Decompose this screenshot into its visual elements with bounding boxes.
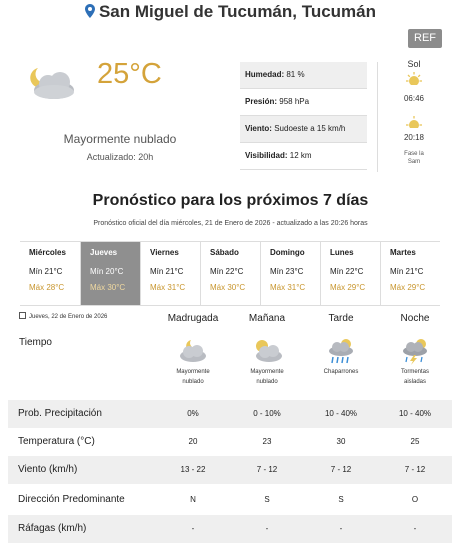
current-temperature: 25°C — [97, 58, 162, 90]
period-manana: Mañana — [248, 313, 286, 324]
day-tab-sabado[interactable]: Sábado Mín 22°C Máx 30°C — [200, 242, 260, 305]
moon-phase: Fase la Sam — [404, 151, 424, 165]
forecast-subtitle: Pronóstico oficial del día miércoles, 21 de Enero de 2026 - actualizado a las 20:26 horas — [93, 220, 368, 227]
showers-icon — [303, 337, 379, 365]
day-tab-miercoles[interactable]: Miércoles Mín 21°C Máx 28°C — [29, 248, 66, 292]
sun-title: Sol — [407, 59, 421, 69]
city-title — [0, 0, 461, 24]
cloudy-night-icon — [155, 337, 231, 365]
sunset-time: 20:18 — [403, 133, 425, 142]
tiempo-label: Tiempo — [19, 337, 52, 348]
day-tab-domingo[interactable]: Domingo Mín 23°C Máx 31°C — [260, 242, 320, 305]
wind-stat: Viento: Sudoeste a 15 km/h — [240, 116, 367, 143]
updated-time: Actualizado: 20h — [86, 152, 154, 162]
table-row-rafagas: Ráfagas (km/h) - - - - — [8, 515, 452, 543]
calendar-icon — [19, 312, 26, 319]
weather-desc-manana: Mayormente nublado — [250, 369, 284, 385]
ref-button[interactable]: REF — [408, 29, 442, 48]
period-tarde: Tarde — [328, 313, 354, 324]
visibility-stat: Visibilidad: 12 km — [240, 143, 367, 170]
divider — [377, 62, 378, 172]
day-tab-lunes[interactable]: Lunes Mín 22°C Máx 29°C — [320, 242, 380, 305]
period-madrugada: Madrugada — [167, 313, 219, 324]
location-pin-icon — [85, 4, 95, 18]
weather-desc-madrugada: Mayormente nublado — [176, 369, 210, 385]
cloudy-day-icon — [229, 337, 305, 365]
current-stats — [240, 62, 367, 170]
days-strip — [20, 241, 440, 306]
table-row-temperatura: Temperatura (°C) 20 23 30 25 — [18, 436, 420, 447]
humidity-stat: Humedad: 81 % — [240, 62, 367, 89]
table-row-direccion: Dirección Predominante N S S O — [18, 494, 419, 505]
thunderstorm-icon — [377, 337, 453, 365]
sunrise-icon — [404, 72, 424, 90]
period-noche: Noche — [400, 313, 430, 324]
current-condition: Mayormente nublado — [63, 132, 177, 146]
day-tab-jueves[interactable]: Jueves Mín 20°C Máx 30°C — [80, 242, 140, 305]
city-name: San Miguel de Tucumán, Tucumán — [98, 2, 377, 21]
sunrise-time: 06:46 — [403, 94, 425, 103]
cloudy-night-icon — [24, 62, 78, 102]
day-tab-martes[interactable]: Martes Mín 21°C Máx 29°C — [380, 242, 440, 305]
sunset-icon — [404, 114, 424, 132]
table-row-viento: Viento (km/h) 13 - 22 7 - 12 7 - 12 7 - 12 — [8, 456, 452, 484]
detail-date: Jueves, 22 de Enero de 2026 — [19, 312, 107, 320]
pressure-stat: Presión: 958 hPa — [240, 89, 367, 116]
day-tab-viernes[interactable]: Viernes Mín 21°C Máx 31°C — [140, 242, 200, 305]
table-row-precipitacion: Prob. Precipitación 0% 0 - 10% 10 - 40% 10 - 40% — [8, 400, 452, 428]
forecast-title: Pronóstico para los próximos 7 días — [92, 192, 369, 209]
weather-desc-tarde: Chaparrones — [323, 369, 359, 375]
weather-desc-noche: Tormentas aisladas — [400, 369, 429, 385]
